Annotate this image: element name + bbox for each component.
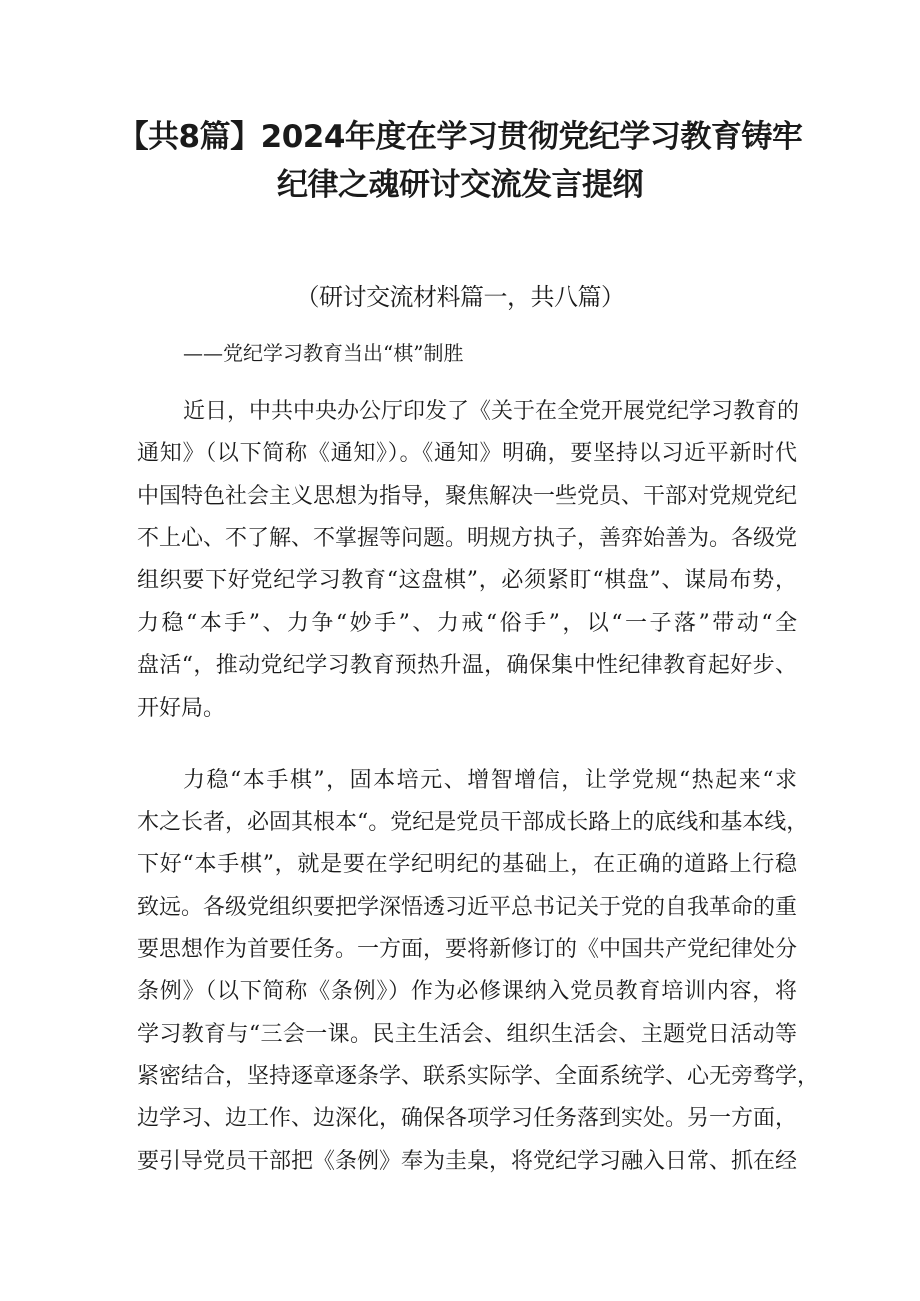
section-subtitle: （研讨交流材料篇一，共八篇） xyxy=(295,283,625,311)
paragraph-2-line: 边学习、边工作、边深化，确保各项学习任务落到实处。另一方面， xyxy=(137,1106,798,1131)
paragraph-1-line: 不上心、不了解、不掌握等问题。明规方执子，善弈始善为。各级党 xyxy=(137,526,798,551)
paragraph-1-line: 盘活“，推动党纪学习教育预热升温，确保集中性纪律教育起好步、 xyxy=(137,653,797,678)
paragraph-2-line: 下好“本手棋”，就是要在学纪明纪的基础上，在正确的道路上行稳 xyxy=(137,852,797,877)
section-tagline: ——党纪学习教育当出“棋”制胜 xyxy=(183,341,464,365)
paragraph-2-line: 紧密结合，坚持逐章逐条学、联系实际学、全面系统学、心无旁骛学， xyxy=(137,1064,820,1089)
paragraph-2-line: 学习教育与“三会一课。民主生活会、组织生活会、主题党日活动等 xyxy=(137,1022,797,1047)
paragraph-2-line: 致远。各级党组织要把学深悟透习近平总书记关于党的自我革命的重 xyxy=(137,895,798,920)
document-title-line-2: 纪律之魂研讨交流发言提纲 xyxy=(277,167,643,203)
paragraph-1-line: 近日，中共中央办公厅印发了《关于在全党开展党纪学习教育的 xyxy=(183,399,800,424)
paragraph-1-line: 力稳“本手”、力争“妙手”、力戒“俗手”，以“一子落”带动“全 xyxy=(137,611,797,636)
paragraph-2-line: 力稳“本手棋”，固本培元、增智增信，让学党规“热起来“求 xyxy=(183,768,797,793)
paragraph-1-line: 通知》（以下简称《通知》）。《通知》明确，要坚持以习近平新时代 xyxy=(137,441,797,466)
paragraph-2-line: 条例》（以下简称《条例》）作为必修课纳入党员教育培训内容，将 xyxy=(137,979,797,1004)
paragraph-1-line: 组织要下好党纪学习教育“这盘棋”，必须紧盯“棋盘”、谋局布势， xyxy=(137,568,797,593)
paragraph-2-line: 要思想作为首要任务。一方面，要将新修订的《中国共产党纪律处分 xyxy=(137,937,798,962)
document-title-line-1: 【共8篇】2024年度在学习贯彻党纪学习教育铸牢 xyxy=(117,119,803,155)
paragraph-1-line: 开好局。 xyxy=(137,696,226,721)
paragraph-2-line: 要引导党员干部把《条例》奉为圭臬，将党纪学习融入日常、抓在经 xyxy=(137,1149,798,1174)
paragraph-2-line: 木之长者，必固其根本“。党纪是党员干部成长路上的底线和基本线， xyxy=(137,810,809,835)
paragraph-1-line: 中国特色社会主义思想为指导，聚焦解决一些党员、干部对党规党纪 xyxy=(137,484,798,509)
